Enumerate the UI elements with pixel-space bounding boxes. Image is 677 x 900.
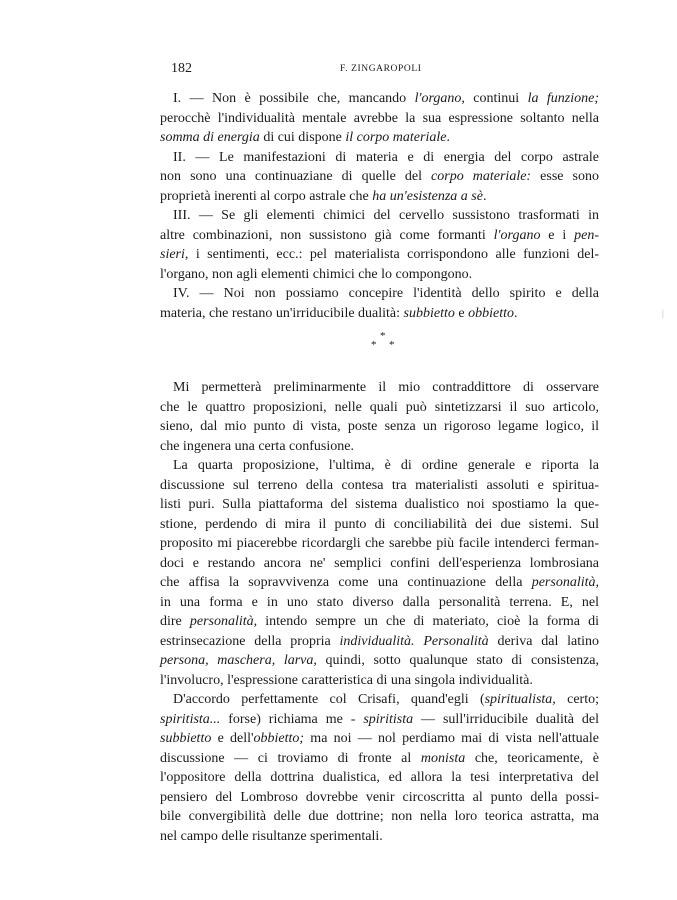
text-run: — sull'irriducibile dualità del: [413, 711, 599, 727]
text-line: [160, 437, 599, 457]
text-line: [160, 226, 599, 246]
text-run: .: [482, 188, 487, 204]
text-line: [160, 187, 599, 207]
text-line: [160, 265, 599, 285]
text-line: [160, 417, 599, 437]
italic-text: persona, maschera, larva,: [160, 653, 317, 668]
text-run: certo;: [555, 692, 599, 707]
italic-text: corpo materiale:: [431, 169, 532, 184]
asterisk: *: [371, 339, 377, 351]
text-run: che affisa la sopravvivenza come una continuazione della: [160, 575, 532, 590]
text-run: .: [514, 305, 518, 321]
text-run: che le quattro proposizioni, nelle quali può sintetizzarsi il suo articolo,: [160, 399, 599, 415]
text-run: IV. — Noi non possiamo concepire l'identità dello spirito e della: [173, 286, 599, 301]
text-line: [160, 690, 599, 710]
section-break: [160, 323, 599, 378]
italic-text: la funzione;: [527, 91, 599, 106]
text-line: [160, 128, 599, 148]
text-run: , i sentimenti, ecc.: pel materialista corrispondono alle funzioni del-: [184, 247, 599, 262]
text-run: forse) richiama me -: [220, 711, 364, 727]
text-line: [160, 768, 599, 788]
italic-text: l'organo: [493, 227, 541, 243]
text-line: [160, 109, 599, 129]
text-run: , continui: [461, 91, 528, 106]
italic-text: l'organo: [414, 91, 462, 106]
text-run: D'accordo perfettamente col Crisafi, quand'egli (: [173, 692, 485, 707]
paragraph: [160, 690, 599, 846]
proposition: [160, 148, 599, 207]
text-line: [160, 534, 599, 554]
italic-text: individualità.: [339, 633, 415, 649]
text-run: perocchè l'individualità mentale avrebbe la sua espressione soltanto nella: [160, 110, 599, 126]
text-run: quindi, sotto qualunque stato di consistenza,: [316, 653, 599, 668]
text-run: che ingenera una certa confusione.: [160, 438, 354, 454]
text-run: nel campo delle risultanze sperimentali.: [160, 828, 383, 844]
text-line: [160, 89, 599, 109]
text-run: estrinsecazione della propria: [160, 633, 340, 649]
text-line: [160, 495, 599, 515]
text-line: [160, 167, 599, 187]
text-line: [160, 398, 599, 418]
text-line: [160, 827, 599, 847]
italic-text: spiritualista,: [484, 692, 556, 707]
text-run: in una forma e in uno stato diverso dalla personalità terrena. E, nel: [160, 594, 599, 610]
text-run: non sono una continuaziane di quelle del: [160, 169, 432, 184]
text-line: [160, 554, 599, 574]
text-line: [160, 651, 599, 671]
margin-mark: |: [662, 308, 664, 318]
text-run: ma noi — nol perdiamo mai di vista nell'attuale: [304, 731, 600, 746]
proposition: [160, 284, 599, 323]
text-run: l'organo, non agli elementi chimici che lo compongono.: [160, 266, 473, 282]
text-run: materia, che restano un'irriducibile dualità:: [160, 305, 404, 321]
italic-text: spiritista: [363, 711, 414, 727]
paragraph: [160, 456, 599, 690]
text-run: pensiero del Lombroso dovrebbe venir circoscritta al punto della possi-: [160, 789, 599, 805]
text-run: che, teoricamente, è: [465, 750, 599, 766]
paragraph: [160, 378, 599, 456]
text-run: discussione sul terreno della contesa tra materialisti assoluti e spiritua-: [160, 477, 599, 493]
text-run: esse sono: [531, 169, 599, 184]
italic-text: personalità,: [189, 614, 258, 629]
text-line: [160, 710, 599, 730]
text-line: [160, 206, 599, 226]
text-run: di cui dispone: [259, 130, 346, 145]
text-run: l'involucro, l'espressione caratteristica di una singola individualità.: [160, 672, 533, 688]
proposition: [160, 89, 599, 148]
text-run: doci e restando ancora ne' semplici confini dell'esperienza lombrosiana: [160, 555, 599, 571]
asterism-ornament: [371, 331, 397, 361]
text-line: [160, 671, 599, 691]
text-run: Mi permetterà preliminarmente il mio contraddittore di osservare: [173, 380, 599, 395]
text-run: dire: [160, 614, 190, 629]
text-line: [160, 456, 599, 476]
italic-text: sieri: [160, 247, 185, 262]
proposition: [160, 206, 599, 284]
italic-text: ha un'esistenza a sè: [372, 188, 483, 204]
text-line: [160, 245, 599, 265]
text-run: proposito mi piacerebbe ricordargli che sarebbe più facile intenderci ferman-: [160, 536, 599, 551]
italic-text: personalità,: [531, 575, 599, 590]
italic-text: subbietto: [403, 305, 455, 321]
page-number: 182: [171, 61, 192, 76]
text-line: [160, 632, 599, 652]
text-run: intendo sempre un che di materiato, cioè la forma di: [257, 614, 600, 629]
italic-text: pen-: [574, 227, 599, 243]
text-line: [160, 148, 599, 168]
asterisk: *: [389, 339, 395, 351]
italic-text: subbietto: [160, 731, 212, 746]
paragraphs-list: [160, 378, 599, 846]
text-run: I. — Non è possibile che, mancando: [173, 91, 415, 106]
text-run: discussione — ci troviamo di fronte al: [160, 750, 421, 766]
italic-text: spiritista...: [160, 711, 221, 727]
text-run: La quarta proposizione, l'ultima, è di ordine generale e riporta la: [173, 458, 599, 473]
text-run: sieno, dal mio punto di vista, poste senza un rigoroso legame logico, il: [160, 419, 599, 434]
text-run: .: [446, 130, 450, 145]
text-run: bile convergibilità delle due dottrine; non nella loro teorica astratta, ma: [160, 809, 599, 824]
text-run: altre combinazioni, non sussistono già come formanti: [160, 227, 494, 243]
text-run: listi puri. Sulla piattaforma del sistema dualistico noi spostiamo la que-: [160, 497, 599, 512]
text-line: [160, 573, 599, 593]
asterisk: *: [380, 330, 386, 342]
text-line: [160, 515, 599, 535]
text-run: stione, perdendo di mira il punto di conciliabilità dei due sistemi. Sul: [160, 516, 599, 532]
text-line: [160, 284, 599, 304]
italic-text: il corpo materiale: [345, 130, 447, 145]
italic-text: Personalità: [423, 633, 489, 649]
text-line: [160, 612, 599, 632]
text-line: [160, 378, 599, 398]
text-line: [160, 788, 599, 808]
text-run: proprietà inerenti al corpo astrale che: [160, 188, 373, 204]
body-text: [160, 89, 599, 846]
text-run: e dell': [211, 731, 254, 746]
text-line: [160, 304, 599, 324]
text-run: deriva dal latino: [488, 633, 599, 649]
italic-text: obbietto: [468, 305, 514, 321]
text-run: II. — Le manifestazioni di materia e di energia del corpo astrale: [173, 149, 599, 165]
italic-text: obbietto;: [253, 731, 305, 746]
italic-text: somma di energia: [160, 130, 260, 145]
text-run: e: [454, 305, 469, 321]
text-run: e i: [540, 227, 575, 243]
text-line: [160, 476, 599, 496]
propositions-list: [160, 89, 599, 323]
text-line: [160, 749, 599, 769]
text-line: [160, 729, 599, 749]
running-head: F. ZINGAROPOLI: [340, 64, 422, 74]
text-run: III. — Se gli elementi chimici del cervello sussistono trasformati in: [173, 208, 599, 223]
text-line: [160, 807, 599, 827]
text-run: l'oppositore della dottrina dualistica, ed allora la tesi interpretativa del: [160, 770, 599, 785]
text-line: [160, 593, 599, 613]
italic-text: monista: [420, 750, 466, 766]
